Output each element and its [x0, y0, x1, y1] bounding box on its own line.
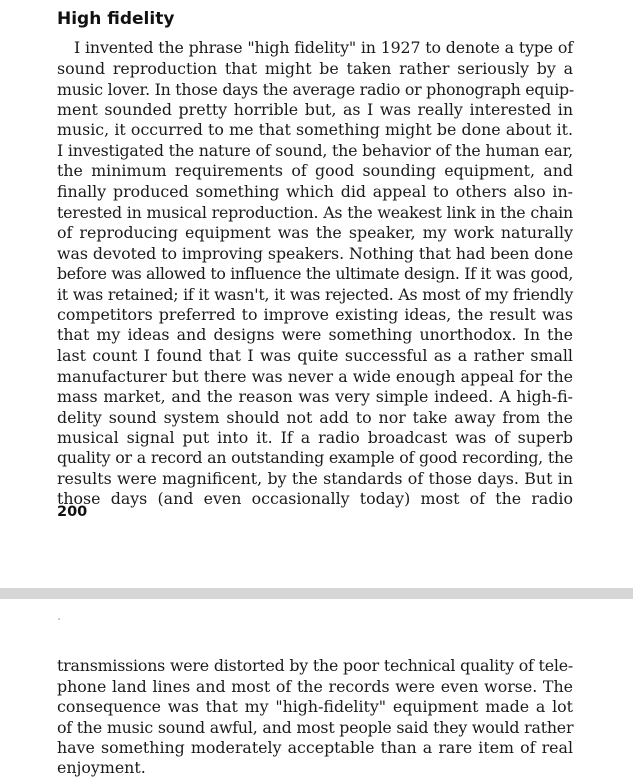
page-number: 200: [57, 504, 88, 520]
text-line: sound reproduction that might be taken rather seriously by a: [57, 59, 573, 78]
text-line: enjoyment.: [57, 758, 146, 777]
text-line: of the music sound awful, and most people said they would rather: [57, 718, 574, 737]
text-line: delity sound system should not add to nor take away from the: [57, 408, 573, 427]
text-line: consequence was that my "high-fidelity" equipment made a lot: [57, 697, 573, 716]
text-line: have something moderately acceptable than a rare item of real: [57, 738, 573, 757]
section-heading: High fidelity: [57, 9, 175, 29]
scan-speck: [58, 618, 60, 620]
text-line: phone land lines and most of the records were even worse. The: [57, 677, 573, 696]
text-line: results were magnificent, by the standards of those days. But in: [57, 469, 573, 488]
text-line: transmissions were distorted by the poor technical quality of tele-: [57, 656, 573, 675]
text-line: musical signal put into it. If a radio broadcast was of superb: [57, 428, 573, 447]
text-line: I investigated the nature of sound, the behavior of the human ear,: [57, 141, 573, 160]
text-line: competitors preferred to improve existing ideas, the result was: [57, 305, 573, 324]
text-line: quality or a record an outstanding example of good recording, the: [57, 448, 573, 467]
text-line: those days (and even occasionally today) most of the radio: [57, 489, 573, 508]
text-line: it was retained; if it wasn't, it was rejected. As most of my friendly: [57, 285, 573, 304]
text-line: the minimum requirements of good sounding equipment, and: [57, 161, 573, 180]
text-line: of reproducing equipment was the speaker, my work naturally: [57, 223, 573, 242]
text-line: manufacturer but there was never a wide enough appeal for the: [57, 367, 573, 386]
text-line: ment sounded pretty horrible but, as I was really interested in: [57, 100, 573, 119]
text-line: I invented the phrase "high fidelity" in 1927 to denote a type of: [74, 38, 573, 57]
text-line: that my ideas and designs were something unorthodox. In the: [57, 325, 573, 344]
text-line: before was allowed to influence the ultimate design. If it was good,: [57, 264, 573, 283]
page-divider: [0, 588, 633, 599]
text-line: finally produced something which did appeal to others also in-: [57, 182, 573, 201]
text-line: terested in musical reproduction. As the weakest link in the chain: [57, 203, 573, 222]
text-line: was devoted to improving speakers. Nothing that had been done: [57, 244, 574, 263]
text-line: mass market, and the reason was very simple indeed. A high-fi-: [57, 387, 573, 406]
text-line: music lover. In those days the average radio or phonograph equip-: [57, 80, 574, 99]
text-line: last count I found that I was quite successful as a rather small: [57, 346, 573, 365]
text-line: music, it occurred to me that something might be done about it.: [57, 120, 573, 139]
